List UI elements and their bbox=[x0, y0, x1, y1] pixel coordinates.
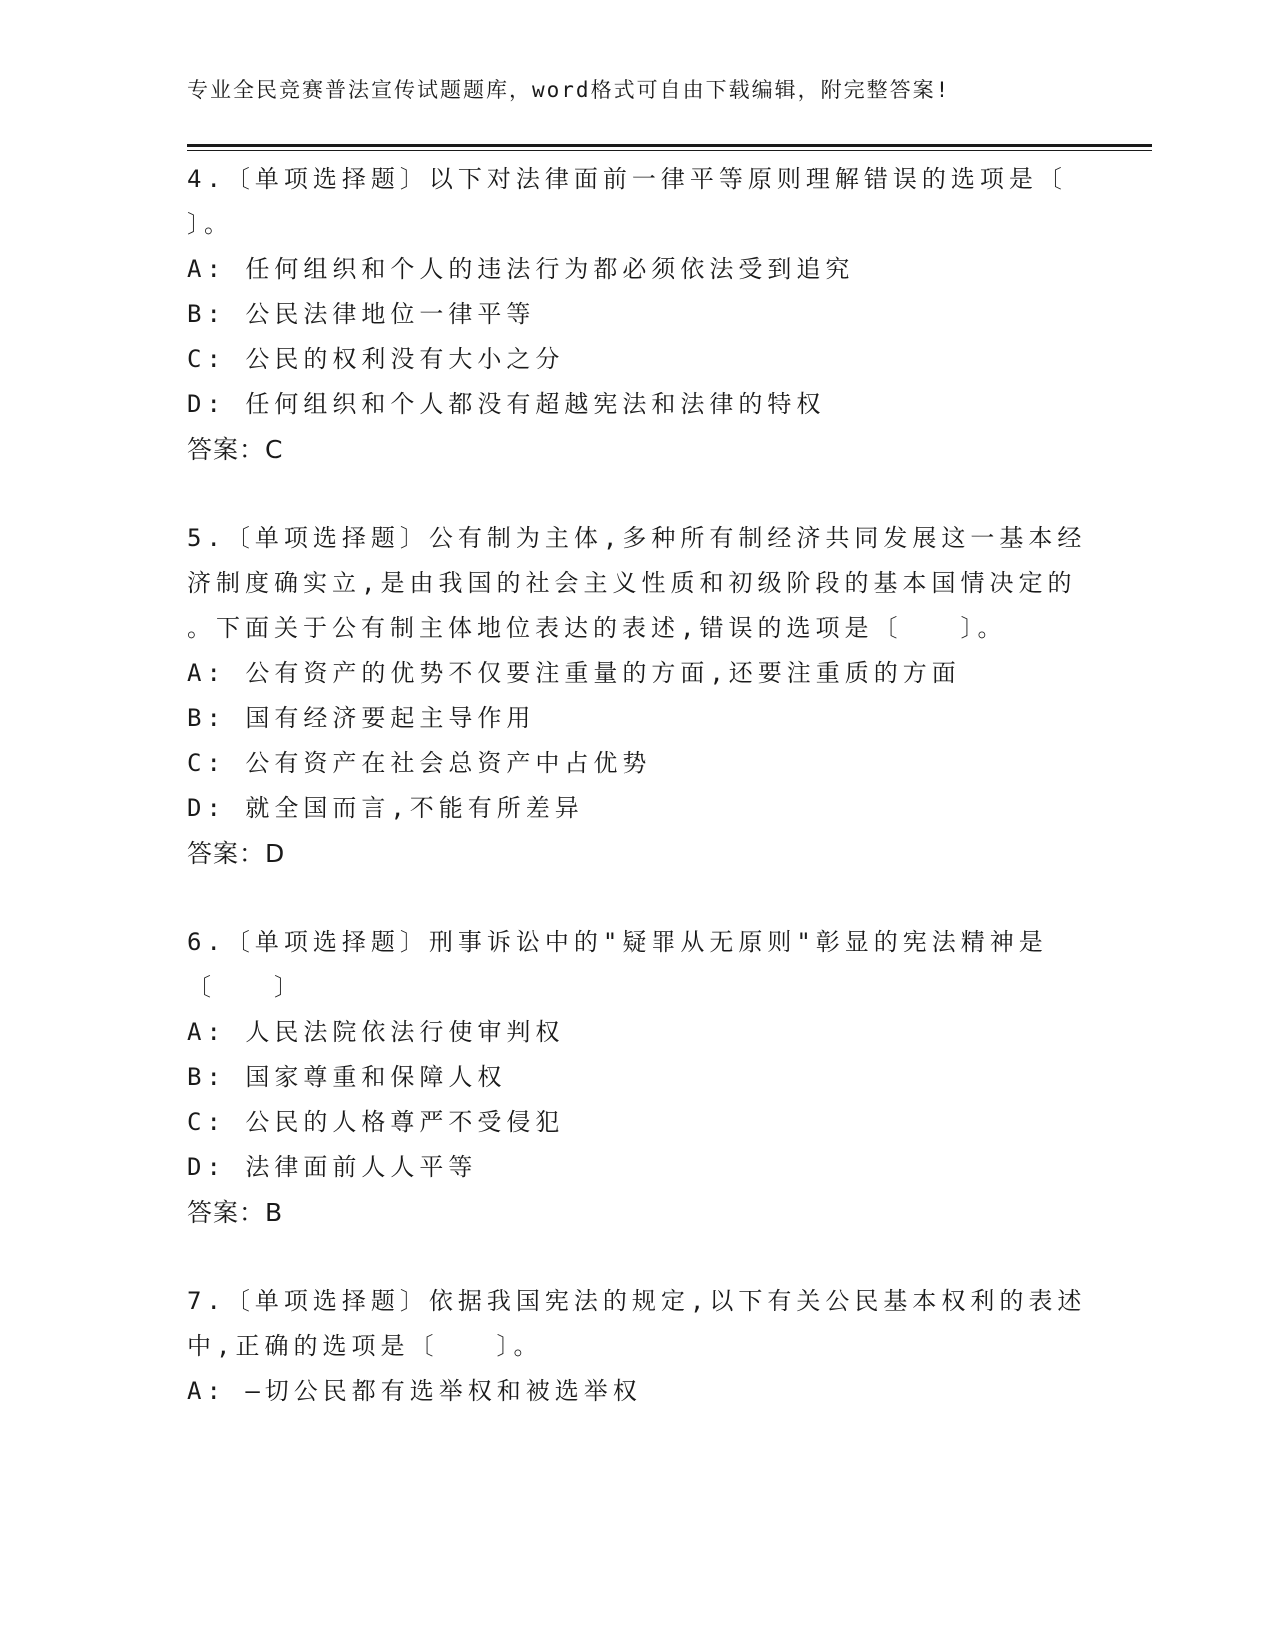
header-rule-thick bbox=[187, 144, 1152, 147]
option-a: A: 人民法院依法行使审判权 bbox=[187, 1018, 565, 1046]
option-b: B: 国家尊重和保障人权 bbox=[187, 1063, 507, 1091]
answer: 答案：B bbox=[187, 1198, 284, 1227]
question-stem: 6.〔单项选择题〕刑事诉讼中的"疑罪从无原则"彰显的宪法精神是 bbox=[187, 928, 1048, 956]
option-d: D: 任何组织和个人都没有超越宪法和法律的特权 bbox=[187, 390, 826, 418]
option-a: A: —切公民都有选举权和被选举权 bbox=[187, 1377, 642, 1405]
question-stem: 中,正确的选项是〔 〕。 bbox=[187, 1332, 543, 1360]
question-7 bbox=[187, 1279, 1087, 1414]
option-d: D: 法律面前人人平等 bbox=[187, 1153, 478, 1181]
question-stem: 〔 〕 bbox=[187, 973, 303, 1001]
answer: 答案：C bbox=[187, 435, 284, 464]
question-stem: 〕。 bbox=[187, 210, 233, 238]
question-stem: 。下面关于公有制主体地位表达的表述,错误的选项是〔 〕。 bbox=[187, 614, 1007, 642]
option-b: B: 国有经济要起主导作用 bbox=[187, 704, 536, 732]
question-list bbox=[187, 157, 1087, 1458]
question-stem: 5.〔单项选择题〕公有制为主体,多种所有制经济共同发展这一基本经 bbox=[187, 524, 1087, 552]
option-b: B: 公民法律地位一律平等 bbox=[187, 300, 536, 328]
question-4 bbox=[187, 157, 1087, 472]
option-c: C: 公民的权利没有大小之分 bbox=[187, 345, 565, 373]
question-stem: 4.〔单项选择题〕以下对法律面前一律平等原则理解错误的选项是〔 bbox=[187, 165, 1067, 193]
option-a: A: 公有资产的优势不仅要注重量的方面,还要注重质的方面 bbox=[187, 659, 961, 687]
option-c: C: 公民的人格尊严不受侵犯 bbox=[187, 1108, 565, 1136]
option-d: D: 就全国而言,不能有所差异 bbox=[187, 794, 584, 822]
option-c: C: 公有资产在社会总资产中占优势 bbox=[187, 749, 652, 777]
question-stem: 济制度确实立,是由我国的社会主义性质和初级阶段的基本国情决定的 bbox=[187, 569, 1077, 597]
question-5 bbox=[187, 516, 1087, 876]
question-6 bbox=[187, 920, 1087, 1235]
page-header: 专业全民竞赛普法宣传试题题库，word格式可自由下载编辑，附完整答案! bbox=[187, 78, 951, 102]
answer: 答案：D bbox=[187, 839, 286, 868]
header-rule-thin bbox=[187, 150, 1152, 151]
question-stem: 7.〔单项选择题〕依据我国宪法的规定,以下有关公民基本权利的表述 bbox=[187, 1287, 1087, 1315]
option-a: A: 任何组织和个人的违法行为都必须依法受到追究 bbox=[187, 255, 855, 283]
